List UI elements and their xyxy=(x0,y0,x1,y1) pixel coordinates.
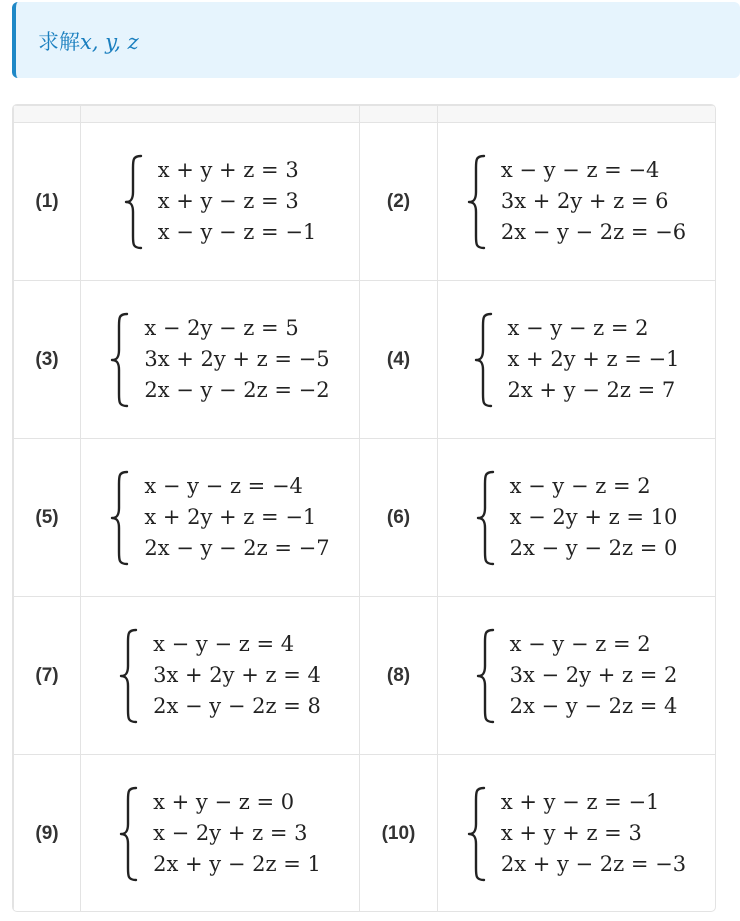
equation-list xyxy=(501,787,686,880)
left-brace-icon xyxy=(110,312,130,408)
left-brace-icon xyxy=(476,628,496,724)
system-label: (6) xyxy=(360,439,438,597)
left-brace-icon xyxy=(124,154,144,250)
equation-list xyxy=(501,155,686,248)
equation: 2x − y − 2z = 0 xyxy=(509,536,678,560)
equation: 3x + 2y + z = 6 xyxy=(500,189,669,213)
equation: 2x − y − 2z = −2 xyxy=(144,378,330,402)
equation-system xyxy=(81,470,359,566)
header-cell xyxy=(438,106,716,123)
system-label: (3) xyxy=(14,281,81,439)
equation-system-cell xyxy=(81,123,360,281)
left-brace-icon xyxy=(119,628,139,724)
equation-list xyxy=(153,629,321,722)
left-brace-icon xyxy=(467,786,487,882)
instruction-prefix: 求解 xyxy=(38,30,80,54)
equation: 2x − y − 2z = 4 xyxy=(509,694,678,718)
system-label: (1) xyxy=(14,123,81,281)
equation-system-cell xyxy=(81,755,360,913)
equation: 3x + 2y + z = −5 xyxy=(144,347,330,371)
system-label: (5) xyxy=(14,439,81,597)
left-brace-icon xyxy=(110,470,130,566)
equation-system xyxy=(81,786,359,882)
equation-system xyxy=(438,628,715,724)
equation-list xyxy=(153,787,321,880)
system-label: (4) xyxy=(360,281,438,439)
equation-system xyxy=(438,470,715,566)
equation: x + y − z = −1 xyxy=(500,790,660,814)
left-brace-icon xyxy=(119,786,139,882)
equation-system-cell xyxy=(438,439,716,597)
systems-table-container xyxy=(12,104,716,912)
equation: x + y + z = 3 xyxy=(500,821,642,845)
equation-system xyxy=(81,628,359,724)
table-row xyxy=(14,123,716,281)
instruction-banner xyxy=(12,2,740,78)
systems-table xyxy=(13,105,716,912)
equation: 2x − y − 2z = −6 xyxy=(500,220,687,244)
table-header-row xyxy=(14,106,716,123)
equation: x − y − z = −4 xyxy=(144,474,303,498)
table-row xyxy=(14,597,716,755)
instruction-title xyxy=(38,28,139,56)
table-row xyxy=(14,439,716,597)
equation: x − y − z = 2 xyxy=(509,632,651,656)
system-label: (9) xyxy=(14,755,81,913)
equation-system xyxy=(81,312,359,408)
left-brace-icon xyxy=(474,312,494,408)
equation: x − y − z = 2 xyxy=(507,316,649,340)
equation: x − y − z = −4 xyxy=(500,158,660,182)
system-label: (7) xyxy=(14,597,81,755)
equation-list xyxy=(510,471,678,564)
system-label: (8) xyxy=(360,597,438,755)
equation-system-cell xyxy=(438,755,716,913)
header-cell xyxy=(14,106,81,123)
equation-system xyxy=(81,154,359,250)
equation-list xyxy=(144,471,329,564)
equation-system-cell xyxy=(81,597,360,755)
equation-system-cell xyxy=(438,281,716,439)
instruction-variables: x, y, z xyxy=(80,30,139,54)
table-row xyxy=(14,755,716,913)
equation: x + y + z = 3 xyxy=(157,158,299,182)
equation: 2x − y − 2z = 8 xyxy=(153,694,321,718)
equation: x + 2y + z = −1 xyxy=(507,347,680,371)
equation-system-cell xyxy=(81,439,360,597)
equation: x − 2y + z = 10 xyxy=(509,505,678,529)
equation: x + 2y + z = −1 xyxy=(144,505,317,529)
equation: x − 2y − z = 5 xyxy=(144,316,299,340)
left-brace-icon xyxy=(476,470,496,566)
equation-system xyxy=(438,786,715,882)
header-cell xyxy=(81,106,360,123)
equation: 3x − 2y + z = 2 xyxy=(509,663,678,687)
equation: x − 2y + z = 3 xyxy=(153,821,308,845)
equation-system-cell xyxy=(438,597,716,755)
equation-system xyxy=(438,154,715,250)
equation: x + y − z = 0 xyxy=(153,790,295,814)
equation: 2x + y − 2z = 7 xyxy=(507,378,676,402)
equation: x + y − z = 3 xyxy=(157,189,299,213)
table-row xyxy=(14,281,716,439)
equation-system-cell xyxy=(438,123,716,281)
equation-list xyxy=(508,313,680,406)
system-label: (10) xyxy=(360,755,438,913)
equation-list xyxy=(144,313,329,406)
equation-list xyxy=(510,629,678,722)
equation: 2x + y − 2z = −3 xyxy=(500,852,687,876)
system-label: (2) xyxy=(360,123,438,281)
equation: x − y − z = 2 xyxy=(509,474,651,498)
equation: 3x + 2y + z = 4 xyxy=(153,663,321,687)
equation-system-cell xyxy=(81,281,360,439)
equation: x − y − z = −1 xyxy=(157,220,317,244)
equation: 2x + y − 2z = 1 xyxy=(153,852,321,876)
left-brace-icon xyxy=(467,154,487,250)
header-cell xyxy=(360,106,438,123)
equation: x − y − z = 4 xyxy=(153,632,295,656)
equation-list xyxy=(158,155,317,248)
equation: 2x − y − 2z = −7 xyxy=(144,536,330,560)
equation-system xyxy=(438,312,715,408)
